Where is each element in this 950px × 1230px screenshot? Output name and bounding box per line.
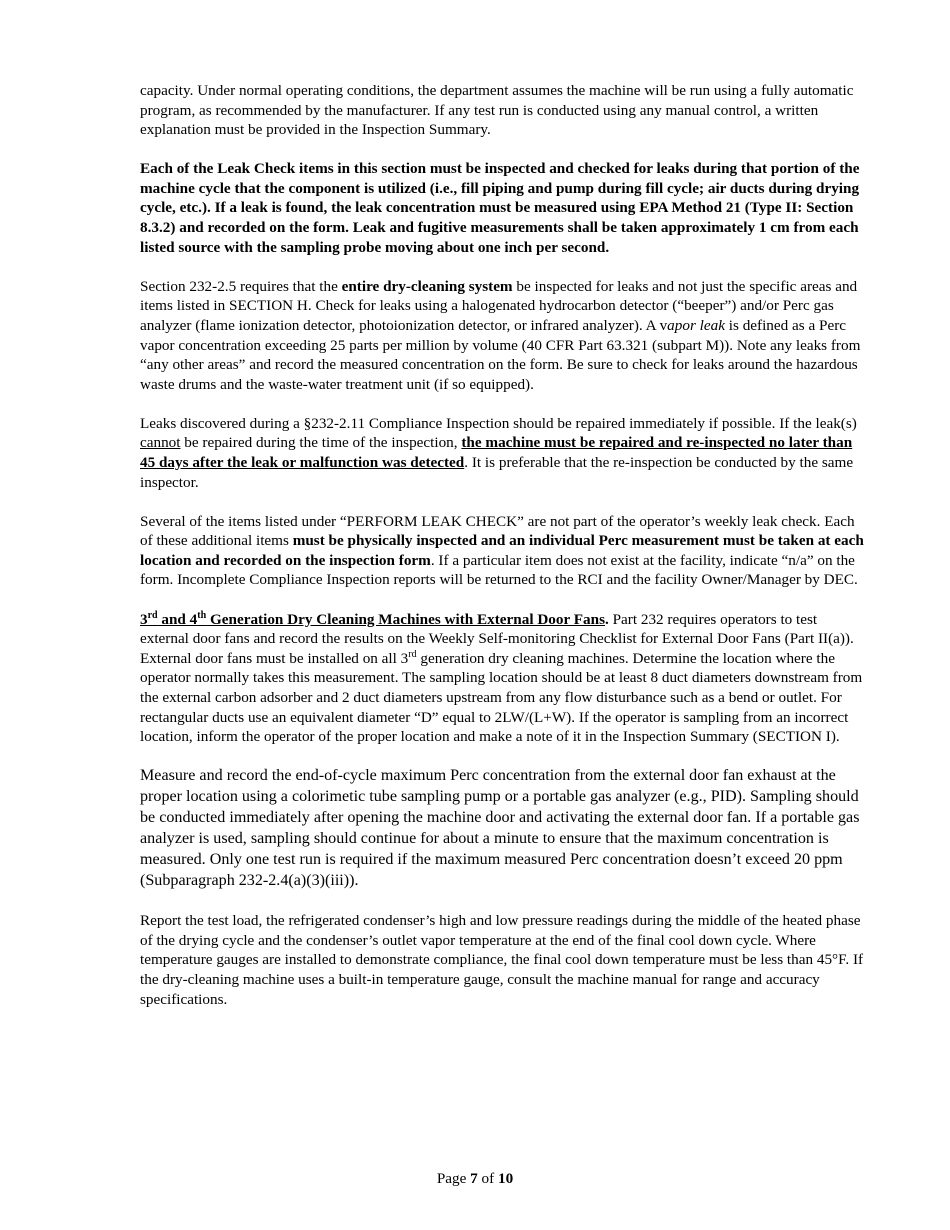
- total-page-count: 10: [497, 1170, 514, 1187]
- document-body: [140, 81, 868, 1029]
- section-heading-door-fans: 3rd and 4th Generation Dry Cleaning Machines with External Door Fans.: [140, 609, 609, 628]
- paragraph-entire-system: Section 232-2.5 requires that the entire dry-cleaning system be inspected for leaks and not just the specific areas and items listed in SECTION H. Check for leaks using a halogenated hydrocarbon detector (“beeper”) and/or Perc gas analyzer (flame ionization detector, photoionization detector, or infrared analyzer). A vapor leak is defined as a Perc vapor concentration exceeding 25 parts per million by volume (40 CFR Part 63.321 (subpart M)). Note any leaks from “any other areas” and record the measured concentration on the form. Be sure to check for leaks around the hazardous waste drums and the waste-water treatment unit (if so equipped).: [140, 277, 861, 393]
- paragraph-external-door-fans: 3rd and 4th Generation Dry Cleaning Machines with External Door Fans. Part 232 requires operators to test external door fans and record the results on the Weekly Self-monitoring Checklist for External Door Fans (Part II(a)). External door fans must be installed on all 3rd generation dry cleaning machines. Determine the location where the operator normally takes this measurement. The sampling location should be at least 8 duct diameters downstream from the external carbon adsorber and 2 duct diameters upstream from any flow disturbance such as a bend or outlet. For rectangular ducts use an equivalent diameter “D” equal to 2LW/(L+W). If the operator is sampling from an incorrect location, inform the operator of the proper location and make a note of it in the Inspection Summary (SECTION I).: [140, 609, 863, 746]
- paragraph-operating-conditions: capacity. Under normal operating conditions, the department assumes the machine will be run using a fully automatic program, as recommended by the manufacturer. If any test run is conducted using any manual control, a written explanation must be provided in the Inspection Summary.: [140, 82, 854, 139]
- paragraph-leak-check-instructions: Each of the Leak Check items in this section must be inspected and checked for leaks during that portion of the machine cycle that the component is utilized (i.e., fill piping and pump during fill cycle; air ducts during drying cycle, etc.). If a leak is found, the leak concentration must be measured using EPA Method 21 (Type II: Section 8.3.2) and recorded on the form. Leak and fugitive measurements shall be taken approximately 1 cm from each listed source with the sampling probe moving about one inch per second.: [140, 160, 860, 256]
- paragraph-measure-perc: Measure and record the end-of-cycle maximum Perc concentration from the external door fan exhaust at the proper location using a colorimetic tube sampling pump or a portable gas analyzer (e.g., PID). Sampling should be conducted immediately after opening the machine door and activating the external door fan. If a portable gas analyzer is used, sampling should continue for about a minute to ensure that the maximum concentration is measured. Only one test run is required if the maximum measured Perc concentration doesn’t exceed 20 ppm (Subparagraph 232-2.4(a)(3)(iii)).: [140, 767, 860, 889]
- page-footer: Page 7 of 10: [436, 1170, 514, 1187]
- paragraph-report-test-load: Report the test load, the refrigerated condenser’s high and low pressure readings during the middle of the heated phase of the drying cycle and the condenser’s outlet vapor temperature at the end of the final cool down cycle. Where temperature gauges are installed to demonstrate compliance, the final cool down temperature must be less than 45°F. If the dry-cleaning machine uses a built-in temperature gauge, consult the machine manual for range and accuracy specifications.: [140, 912, 864, 1008]
- current-page-number: 7: [470, 1170, 478, 1187]
- paragraph-leak-repair: Leaks discovered during a §232-2.11 Compliance Inspection should be repaired immediately if possible. If the leak(s) cannot be repaired during the time of the inspection, the machine must be repaired and re-inspected no later than 45 days after the leak or malfunction was detected. It is preferable that the re-inspection be conducted by the same inspector.: [140, 414, 857, 491]
- paragraph-additional-items: Several of the items listed under “PERFORM LEAK CHECK” are not part of the operator’s weekly leak check. Each of these additional items must be physically inspected and an individual Perc measurement must be taken at each location and recorded on the inspection form. If a particular item does not exist at the facility, indicate “n/a” on the form. Incomplete Compliance Inspection reports will be returned to the RCI and the facility Owner/Manager by DEC.: [140, 512, 864, 589]
